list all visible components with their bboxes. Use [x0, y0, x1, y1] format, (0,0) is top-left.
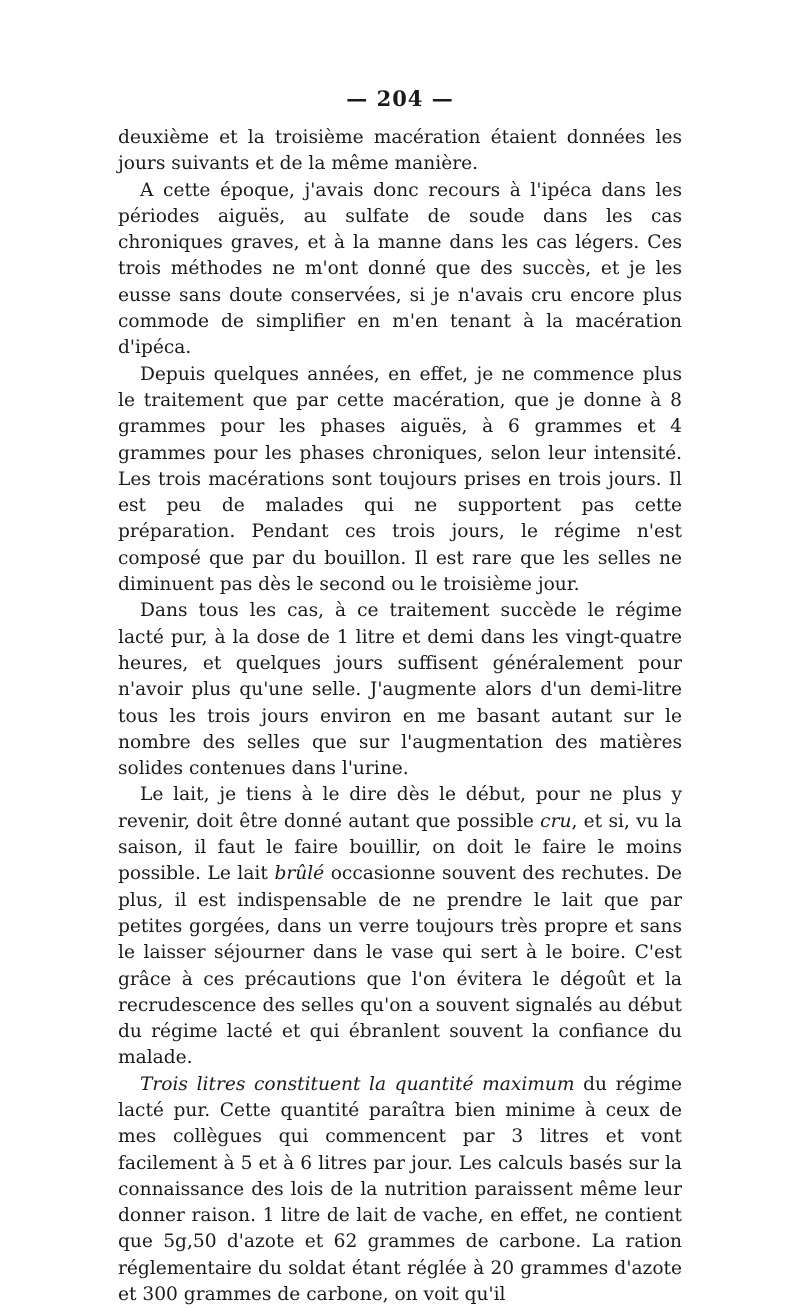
paragraph — [118, 1072, 682, 1308]
page-number: — 204 — — [346, 86, 454, 111]
italic-text: Trois litres constituent la quantité maximum — [140, 1073, 575, 1095]
paragraph-text: du régime lacté pur. Cette quantité paraîtra bien minime à ceux de mes collègues qui commencent par 3 litres et vont facilement à 5 et à 6 litres par jour. Les calculs basés sur la connaissance des lois de la nutrition paraissent même leur donner raison. 1 litre de lait de vache, en effet, ne contient que 5g,50 d'azote et 62 grammes de carbone. La ration réglementaire du soldat étant réglée à 20 grammes d'azote et 300 grammes de carbone, on voit qu'il — [118, 1073, 682, 1306]
italic-text: cru — [540, 810, 572, 832]
paragraph — [118, 598, 682, 782]
paragraph-text: A cette époque, j'avais donc recours à l'ipéca dans les périodes aiguës, au sulfate de soude dans les cas chroniques graves, et à la manne dans les cas légers. Ces trois méthodes ne m'ont donné que des succès, et je les eusse sans doute conservées, si je n'avais cru encore plus commode de simplifier en m'en tenant à la macération d'ipéca. — [118, 179, 682, 359]
italic-text: brûlé — [274, 863, 325, 885]
paragraph — [118, 362, 682, 599]
paragraph — [118, 178, 682, 362]
paragraph-text: Dans tous les cas, à ce traitement succède le régime lacté pur, à la dose de 1 litre et demi dans les vingt-quatre heures, et quelques jours suffisent généralement pour n'avoir plus qu'une selle. J'augmente alors d'un demi-litre tous les trois jours environ en me basant autant sur le nombre des selles que sur l'augmentation des matières solides contenues dans l'urine. — [118, 600, 682, 780]
paragraph-text: , et si, vu la saison, il faut le faire bouillir, on doit le faire le moins possible. Le lait — [118, 810, 682, 885]
paragraph — [118, 125, 682, 178]
book-page — [118, 86, 682, 1308]
paragraph-text: Le lait, je tiens à le dire dès le début, pour ne plus y revenir, doit être donné autant que possible — [118, 784, 682, 832]
paragraph-text: deuxième et la troisième macération étaient données les jours suivants et de la même manière. — [118, 127, 682, 175]
body-text — [118, 125, 682, 1308]
paragraph — [118, 782, 682, 1071]
paragraph-text: occasionne souvent des rechutes. De plus, il est indispensable de ne prendre le lait que par petites gorgées, dans un verre toujours très propre et sans le laisser séjourner dans le vase qui sert à le boire. C'est grâce à ces précautions que l'on évitera le dégoût et la recrudescence des selles qu'on a souvent signalés au début du régime lacté et qui ébranlent souvent la confiance du malade. — [118, 863, 682, 1069]
paragraph-text: Depuis quelques années, en effet, je ne commence plus le traitement que par cette macération, que je donne à 8 grammes pour les phases aiguës, à 6 grammes et 4 grammes pour les phases chroniques, selon leur intensité. Les trois macérations sont toujours prises en trois jours. Il est peu de malades qui ne supportent pas cette préparation. Pendant ces trois jours, le régime n'est composé que par du bouillon. Il est rare que les selles ne diminuent pas dès le second ou le troisième jour. — [118, 363, 682, 596]
